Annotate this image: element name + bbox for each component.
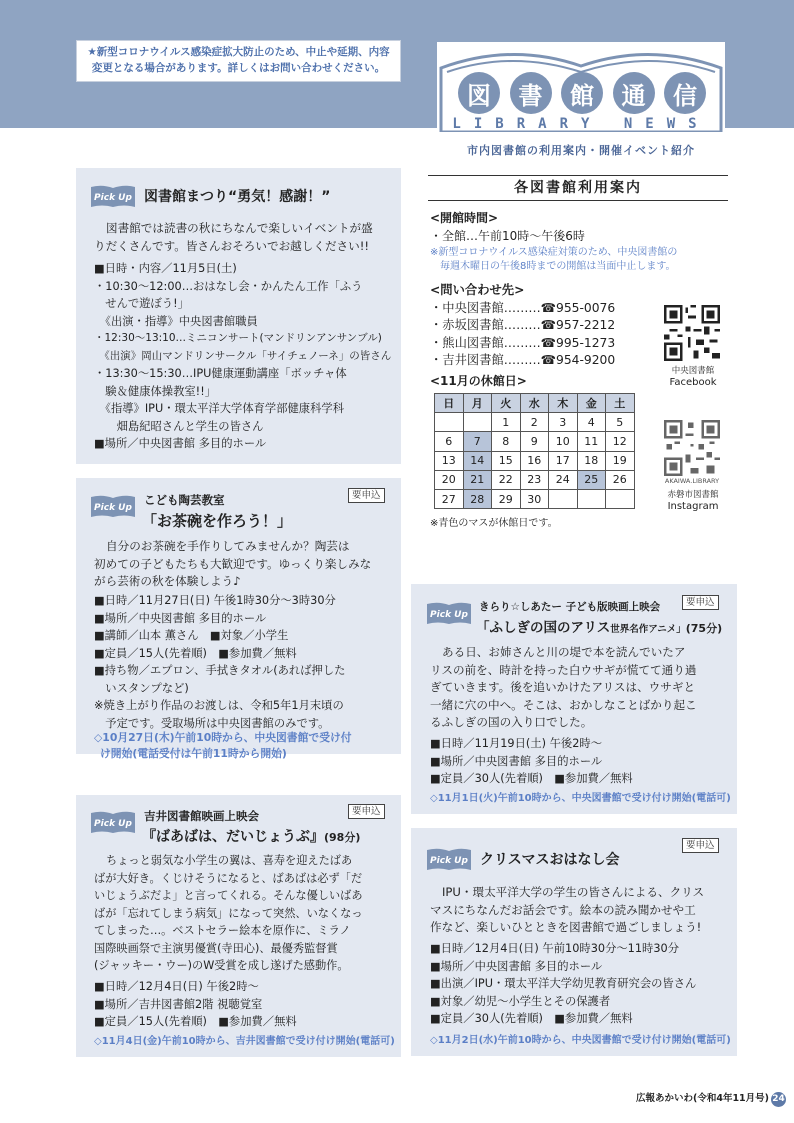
cal-day: 21 <box>463 470 492 489</box>
hours-section: <開館時間> ・全館…午前10時～午後6時 <box>430 211 585 243</box>
alice-title: 「ふしぎの国のアリス世界名作アニメ」(75分) <box>476 620 723 636</box>
cal-day: 28 <box>463 489 492 508</box>
pottery-note: ◇10月27日(木)午前10時から、中央図書館で受け付 け開始(電話受付は午前11時から開始) <box>94 731 352 760</box>
xmas-title: クリスマスおはなし会 <box>480 852 620 868</box>
cal-day: 20 <box>435 470 464 489</box>
alice-note: ◇11月1日(火)午前10時から、中央図書館で受け付け開始(電話可) <box>430 793 731 804</box>
facebook-caption: 中央図書館 Facebook <box>669 366 717 388</box>
pickup-book-icon <box>426 847 472 871</box>
cal-day: 2 <box>520 413 549 432</box>
cal-day: 6 <box>435 432 464 451</box>
pickup-book-icon <box>90 810 136 834</box>
page-number: 24 <box>771 1092 786 1107</box>
cal-day: 24 <box>549 470 578 489</box>
festival-title: 図書館まつり“勇気！感謝！” <box>144 189 331 205</box>
cal-day: 1 <box>492 413 521 432</box>
cal-day <box>577 489 606 508</box>
publication-name: 広報あかいわ(令和4年11月号) <box>636 1093 770 1104</box>
xmas-details: ■日時／12月4日(日) 午前10時30分～11時30分 ■場所／中央図書館 多目的ホール ■出演／IPU・環太平洋大学幼児教育研究会の皆さん ■対象／幼児～小学生とその保護者 ■定員／30人(先着順) ■参加費／無料 <box>430 942 697 1025</box>
cal-day: 7 <box>463 432 492 451</box>
banner-title <box>458 72 706 114</box>
pottery-intro: 自分のお茶碗を手作りしてみませんか？陶芸は 初めての子どもたちも大歓迎です。ゆっくり楽しみな がら芸術の秋を体験しよう♪ <box>94 539 372 588</box>
cal-day: 29 <box>492 489 521 508</box>
alice-subtitle: きらり☆しあたー 子ども版映画上映会 <box>479 601 661 613</box>
xmas-intro: IPU・環太平洋大学の学生の皆さんによる、クリス マスにちなんだお話会です。絵本の読み聞かせや工 作など、楽しいひとときを図書館で過ごしましょう! <box>430 885 705 934</box>
apply-required-badge: 要申込 <box>348 488 385 503</box>
cal-day: 25 <box>577 470 606 489</box>
cal-day: 14 <box>463 451 492 470</box>
cal-day <box>549 489 578 508</box>
apply-required-badge: 要申込 <box>682 838 719 853</box>
cal-day: 9 <box>520 432 549 451</box>
cal-day: 23 <box>520 470 549 489</box>
banner-subtitle: 市内図書館の利用案内・開催イベント紹介 <box>467 144 695 157</box>
pottery-title: 「お茶碗を作ろう！」 <box>142 512 293 530</box>
cal-day: 13 <box>435 451 464 470</box>
banner-english: LIBRARY NEWS <box>452 116 710 132</box>
covid-notice: ★新型コロナウイルス感染症拡大防止のため、中止や延期、内容 変更となる場合があります。詳しくはお問い合わせください。 <box>76 40 401 82</box>
banner-char: 信 <box>664 72 706 114</box>
banner-char: 図 <box>458 72 500 114</box>
pickup-book-icon <box>90 494 136 518</box>
closed-days-calendar <box>434 393 635 509</box>
closed-days-heading: <11月の休館日> <box>430 374 527 388</box>
info-heading: 各図書館利用案内 <box>428 175 728 201</box>
yoshii-subtitle: 吉井図書館映画上映会 <box>144 809 259 823</box>
cal-weekday: 火 <box>492 394 521 413</box>
cal-day: 10 <box>549 432 578 451</box>
apply-required-badge: 要申込 <box>682 595 719 610</box>
cal-day: 17 <box>549 451 578 470</box>
svg-text:Pick Up: Pick Up <box>430 856 468 866</box>
cal-day: 27 <box>435 489 464 508</box>
pottery-note-line: け開始(電話受付は午前11時から開始) <box>100 747 287 760</box>
yoshii-details: ■日時／12月4日(日) 午後2時～ ■場所／吉井図書館2階 視聴覚室 ■定員／15人(先着順) ■参加費／無料 <box>94 980 297 1028</box>
pickup-book-icon <box>90 184 136 208</box>
festival-intro: 図書館では読書の秋にちなんで楽しいイベントが盛 りだくさんです。皆さんおそろいでお越しください!! <box>94 221 373 253</box>
alice-details: ■日時／11月19日(土) 午後2時～ ■場所／中央図書館 多目的ホール ■定員／30人(先着順) ■参加費／無料 <box>430 737 633 785</box>
apply-required-badge: 要申込 <box>348 804 385 819</box>
cal-day: 16 <box>520 451 549 470</box>
cal-day: 11 <box>577 432 606 451</box>
cal-weekday: 木 <box>549 394 578 413</box>
cal-day <box>606 489 635 508</box>
pottery-subtitle: こども陶芸教室 <box>144 493 225 507</box>
cal-weekday: 金 <box>577 394 606 413</box>
svg-text:Pick Up: Pick Up <box>94 193 132 203</box>
cal-day: 4 <box>577 413 606 432</box>
cal-weekday: 月 <box>463 394 492 413</box>
hours-note: ※新型コロナウイルス感染症対策のため、中央図書館の 毎週木曜日の午後8時までの開館は当面中止します。 <box>430 247 678 272</box>
banner-char: 書 <box>510 72 552 114</box>
cal-weekday: 水 <box>520 394 549 413</box>
cal-day: 3 <box>549 413 578 432</box>
svg-text:Pick Up: Pick Up <box>430 610 468 620</box>
banner-char: 館 <box>561 72 603 114</box>
cal-day: 22 <box>492 470 521 489</box>
yoshii-intro: ちょっと弱気な小学生の翼は、喜寿を迎えたばあ ばが大好き。くじけそうになると、ばあばは必ず「だ いじょうぶだよ」と言ってくれる。そんな優しいばあ ばが「忘れてしまう病気」になって突然、いなくなっ てしまった…。ベストセラー絵本を原作に、ミラノ 国際映画祭で主演男優賞(寺田心)、最優秀監督賞 (ジャッキー・ウー)のW受賞を成し遂げた感動作。 <box>94 854 363 972</box>
contacts-section: <問い合わせ先> ・中央図書館………☎955-0076 ・赤坂図書館………☎957-2212 ・熊山図書館………☎995-1273 ・吉井図書館………☎954-9200 <box>430 283 616 367</box>
facebook-qr-code[interactable] <box>664 305 720 361</box>
page-footer <box>636 1090 786 1107</box>
cal-day: 19 <box>606 451 635 470</box>
alice-intro: ある日、お姉さんと川の堤で本を読んでいたア リスの前を、時計を持った白ウサギが慌てて通り過 ぎていきます。後を追いかけたアリスは、ウサギと 一緒に穴の中へ。そこは、おかしなことばかり起こ るふしぎの国の入り口でした。 <box>430 645 697 729</box>
cal-weekday: 日 <box>435 394 464 413</box>
xmas-note: ◇11月2日(水)午前10時から、中央図書館で受け付け開始(電話可) <box>430 1035 731 1046</box>
svg-text:Pick Up: Pick Up <box>94 819 132 829</box>
cal-day: 12 <box>606 432 635 451</box>
cal-day: 30 <box>520 489 549 508</box>
svg-text:Pick Up: Pick Up <box>94 503 132 513</box>
instagram-handle: AKAIWA.LIBRARY <box>664 477 720 485</box>
banner-char: 通 <box>613 72 655 114</box>
instagram-caption: 赤磐市図書館 Instagram <box>667 490 719 512</box>
cal-day: 18 <box>577 451 606 470</box>
pottery-details: ■日時／11月27日(日) 午後1時30分～3時30分 ■場所／中央図書館 多目的ホール ■講師／山本 薫さん ■対象／小学生 ■定員／15人(先着順) ■参加費／無料 ■持ち物／エプロン、手拭きタオル(あれば押した いスタンプなど) ※焼き上がり作品のお渡しは、令和5年1月末頃の 予定です。受取場所は中央図書館のみです。 <box>94 594 346 730</box>
cal-weekday: 土 <box>606 394 635 413</box>
yoshii-note: ◇11月4日(金)午前10時から、吉井図書館で受け付け開始(電話可) <box>94 1036 395 1047</box>
pickup-book-icon <box>426 601 472 625</box>
cal-day: 5 <box>606 413 635 432</box>
cal-day: 8 <box>492 432 521 451</box>
library-news-banner <box>437 42 725 164</box>
festival-details: ■日時・内容／11月5日(土) ・10:30～12:00…おはなし会・かんたん工作「ふう せんで遊ぼう!」 《出演・指導》中央図書館職員 ・12:30～13:10…ミニコンサート(マンドリンアンサンブル) 《出演》岡山マンドリンサークル「サイチェノーネ」の皆さん ・13:30～15:30…IPU健康運動講座「ボッチャ体 験＆健康体操教室!!」 《指導》IPU・環太平洋大学体育学部健康科学科 畑島紀昭さんと学生の皆さん ■場所／中央図書館 多目的ホール <box>94 262 392 450</box>
cal-day: 26 <box>606 470 635 489</box>
yoshii-title: 『ばあばは、だいじょうぶ』(98分) <box>142 829 361 845</box>
calendar-note: ※青色のマスが休館日です。 <box>430 518 558 529</box>
instagram-qr-code[interactable] <box>664 420 720 476</box>
cal-day <box>435 413 464 432</box>
cal-day: 15 <box>492 451 521 470</box>
cal-day <box>463 413 492 432</box>
